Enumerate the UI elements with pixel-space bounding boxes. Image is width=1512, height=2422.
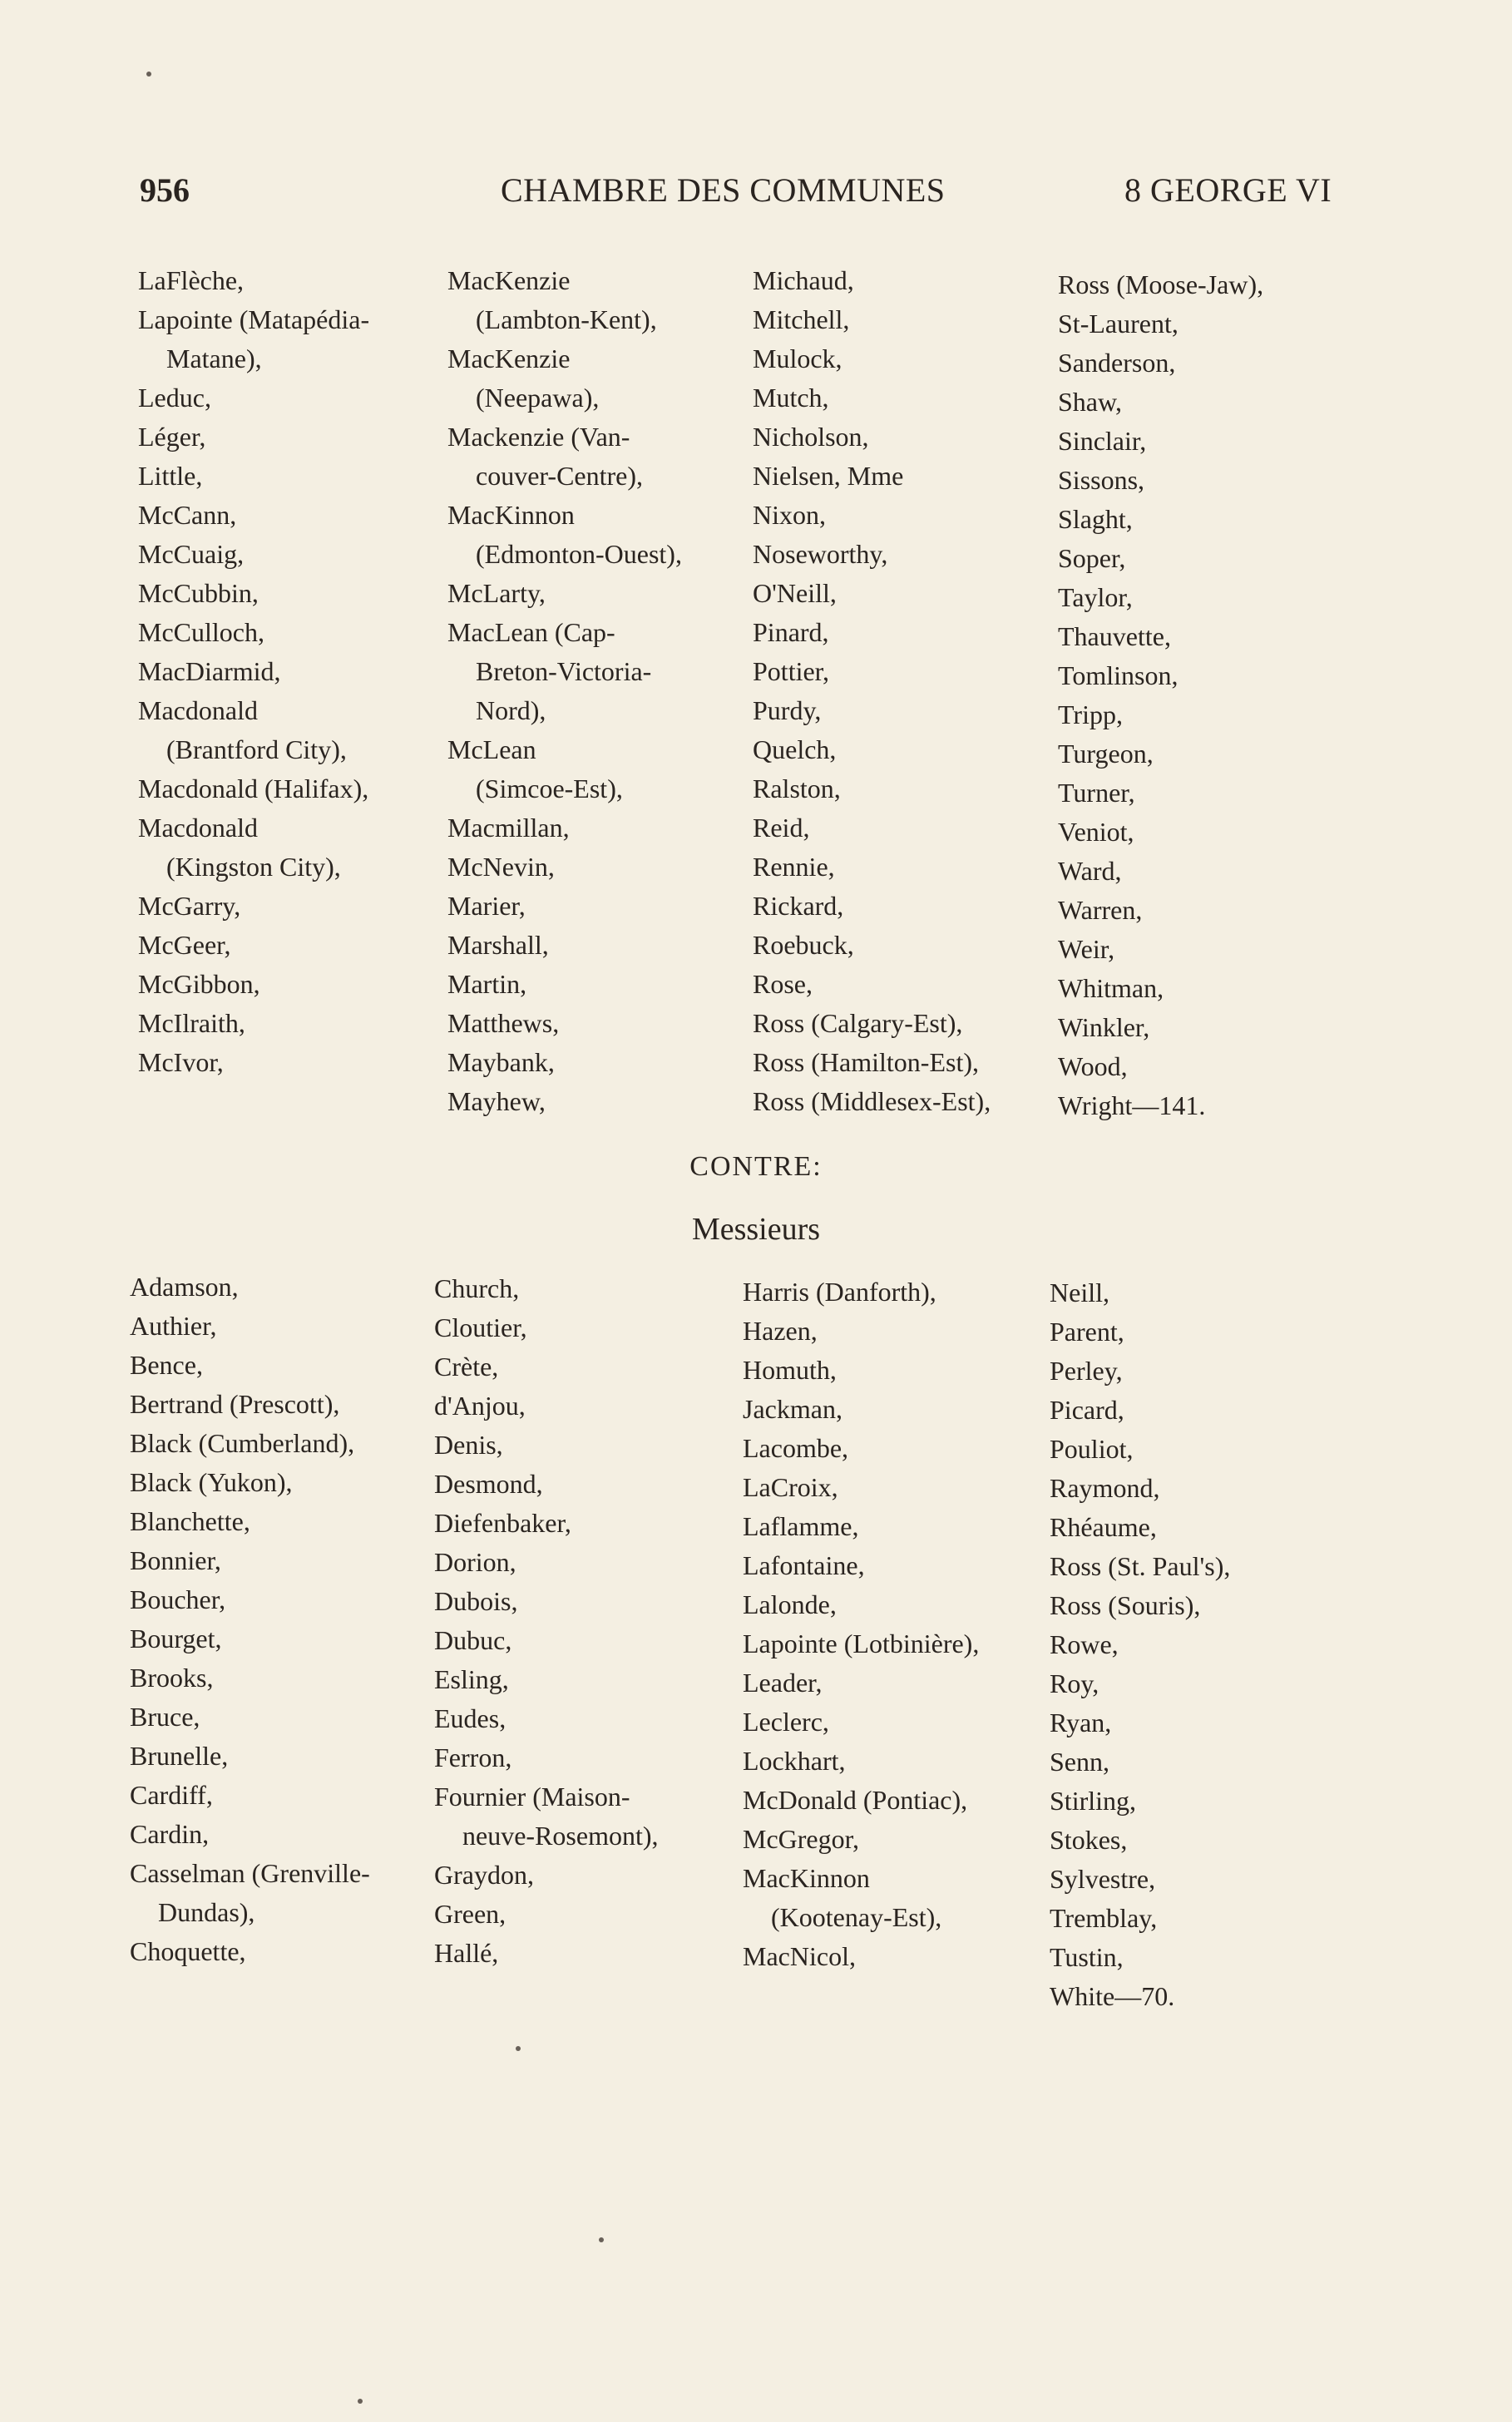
member-entry: Boucher, xyxy=(130,1584,226,1614)
member-entry: Neill, xyxy=(1050,1278,1109,1307)
member-entry: McLean xyxy=(447,734,536,764)
member-entry: Lapointe (Matapédia- xyxy=(138,304,370,334)
member-entry: Brooks, xyxy=(130,1663,214,1693)
member-entry: MacKenzie xyxy=(447,265,571,295)
member-entry: McIvor, xyxy=(138,1047,224,1077)
member-entry: McCuaig, xyxy=(138,539,245,569)
member-entry: McCann, xyxy=(138,500,237,530)
member-entry: Dundas), xyxy=(158,1897,255,1927)
member-entry: Wright—141. xyxy=(1058,1090,1206,1120)
member-entry: Marshall, xyxy=(447,930,549,960)
member-entry: Pinard, xyxy=(753,617,829,647)
member-entry: Pottier, xyxy=(753,656,830,686)
page-header xyxy=(0,171,1512,220)
member-entry: Ross (St. Paul's), xyxy=(1050,1551,1231,1581)
print-speck xyxy=(146,72,151,77)
member-entry: Warren, xyxy=(1058,895,1143,925)
member-entry: Léger, xyxy=(138,422,206,452)
pour-column-4 xyxy=(1058,265,1374,1125)
member-entry: Rickard, xyxy=(753,891,844,921)
member-entry: Ross (Souris), xyxy=(1050,1590,1201,1620)
pour-column-3 xyxy=(753,261,1069,1121)
member-entry: Rennie, xyxy=(753,852,835,882)
member-entry: Tremblay, xyxy=(1050,1903,1158,1933)
member-entry: Mayhew, xyxy=(447,1086,546,1116)
member-entry: Ross (Moose-Jaw), xyxy=(1058,269,1264,299)
member-entry: Ralston, xyxy=(753,774,841,803)
member-entry: Rhéaume, xyxy=(1050,1512,1157,1542)
member-entry: Hazen, xyxy=(743,1316,818,1346)
member-entry: Marier, xyxy=(447,891,526,921)
messieurs-subheading: Messieurs xyxy=(691,1212,821,1247)
member-entry: Black (Cumberland), xyxy=(130,1428,355,1458)
member-entry: Reid, xyxy=(753,813,810,843)
member-entry: Macdonald (Halifax), xyxy=(138,774,369,803)
member-entry: Church, xyxy=(434,1273,520,1303)
member-entry: (Simcoe-Est), xyxy=(476,774,623,803)
member-entry: Crète, xyxy=(434,1352,499,1382)
pour-column-2 xyxy=(447,261,763,1121)
member-entry: McGregor, xyxy=(743,1824,859,1854)
print-speck xyxy=(599,2237,604,2242)
member-entry: Diefenbaker, xyxy=(434,1508,571,1538)
reign-label: 8 GEORGE VI xyxy=(1124,171,1332,209)
member-entry: Tustin, xyxy=(1050,1942,1124,1972)
member-entry: neuve-Rosemont), xyxy=(462,1821,659,1851)
member-entry: Roy, xyxy=(1050,1668,1099,1698)
member-entry: Harris (Danforth), xyxy=(743,1277,936,1307)
member-entry: Quelch, xyxy=(753,734,837,764)
member-entry: Nord), xyxy=(476,695,546,725)
member-entry: Leduc, xyxy=(138,383,211,413)
member-entry: Eudes, xyxy=(434,1703,506,1733)
member-entry: Ross (Hamilton-Est), xyxy=(753,1047,979,1077)
member-entry: Rowe, xyxy=(1050,1629,1119,1659)
member-entry: Ross (Calgary-Est), xyxy=(753,1008,963,1038)
member-entry: Choquette, xyxy=(130,1936,246,1966)
member-entry: LaCroix, xyxy=(743,1472,838,1502)
member-entry: d'Anjou, xyxy=(434,1391,526,1421)
member-entry: Taylor, xyxy=(1058,582,1133,612)
member-entry: Laflamme, xyxy=(743,1511,859,1541)
member-entry: Weir, xyxy=(1058,934,1115,964)
member-entry: Senn, xyxy=(1050,1747,1109,1777)
member-entry: McGeer, xyxy=(138,930,231,960)
member-entry: (Kingston City), xyxy=(166,852,341,882)
member-entry: Stirling, xyxy=(1050,1786,1137,1816)
member-entry: Purdy, xyxy=(753,695,822,725)
member-entry: Bonnier, xyxy=(130,1545,221,1575)
member-entry: McIlraith, xyxy=(138,1008,245,1038)
member-entry: Tomlinson, xyxy=(1058,660,1178,690)
member-entry: Bertrand (Prescott), xyxy=(130,1389,340,1419)
pour-column-1 xyxy=(138,261,454,1082)
member-entry: Lalonde, xyxy=(743,1589,837,1619)
member-entry: Sissons, xyxy=(1058,465,1145,495)
member-entry: Nixon, xyxy=(753,500,826,530)
page-number: 956 xyxy=(140,171,190,209)
member-entry: Turner, xyxy=(1058,778,1135,808)
member-entry: Little, xyxy=(138,461,203,491)
print-speck xyxy=(358,2399,363,2404)
member-entry: (Brantford City), xyxy=(166,734,347,764)
member-entry: Sanderson, xyxy=(1058,348,1176,378)
member-entry: Perley, xyxy=(1050,1356,1123,1386)
member-entry: McDonald (Pontiac), xyxy=(743,1785,968,1815)
member-entry: Esling, xyxy=(434,1664,509,1694)
member-entry: MacDiarmid, xyxy=(138,656,281,686)
member-entry: Veniot, xyxy=(1058,817,1134,847)
member-entry: Graydon, xyxy=(434,1860,534,1890)
member-entry: Soper, xyxy=(1058,543,1126,573)
member-entry: Sylvestre, xyxy=(1050,1864,1156,1894)
member-entry: Shaw, xyxy=(1058,387,1123,417)
member-entry: Cloutier, xyxy=(434,1312,527,1342)
member-entry: Hallé, xyxy=(434,1938,499,1968)
member-entry: (Neepawa), xyxy=(476,383,600,413)
member-entry: McLarty, xyxy=(447,578,546,608)
member-entry: Matthews, xyxy=(447,1008,560,1038)
member-entry: Denis, xyxy=(434,1430,503,1460)
member-entry: Winkler, xyxy=(1058,1012,1150,1042)
member-entry: MacLean (Cap- xyxy=(447,617,615,647)
member-entry: Black (Yukon), xyxy=(130,1467,293,1497)
member-entry: couver-Centre), xyxy=(476,461,644,491)
member-entry: Thauvette, xyxy=(1058,621,1171,651)
member-entry: MacNicol, xyxy=(743,1941,856,1971)
member-entry: Mitchell, xyxy=(753,304,850,334)
member-entry: Dubuc, xyxy=(434,1625,512,1655)
member-entry: Bence, xyxy=(130,1350,203,1380)
member-entry: Leader, xyxy=(743,1668,823,1698)
member-entry: Adamson, xyxy=(130,1272,239,1302)
member-entry: Lockhart, xyxy=(743,1746,846,1776)
contre-column-3 xyxy=(743,1273,1059,1976)
member-entry: Authier, xyxy=(130,1311,217,1341)
member-entry: Blanchette, xyxy=(130,1506,250,1536)
member-entry: LaFlèche, xyxy=(138,265,245,295)
member-entry: Roebuck, xyxy=(753,930,854,960)
member-entry: MacKinnon xyxy=(743,1863,870,1893)
member-entry: Casselman (Grenville- xyxy=(130,1858,370,1888)
member-entry: Leclerc, xyxy=(743,1707,829,1737)
member-entry: Picard, xyxy=(1050,1395,1124,1425)
member-entry: Dubois, xyxy=(434,1586,518,1616)
member-entry: Raymond, xyxy=(1050,1473,1160,1503)
member-entry: Jackman, xyxy=(743,1394,842,1424)
member-entry: Slaght, xyxy=(1058,504,1133,534)
member-entry: St-Laurent, xyxy=(1058,309,1178,339)
member-entry: McGibbon, xyxy=(138,969,260,999)
member-entry: Mulock, xyxy=(753,344,842,373)
member-entry: Pouliot, xyxy=(1050,1434,1134,1464)
member-entry: Desmond, xyxy=(434,1469,543,1499)
member-entry: Ferron, xyxy=(434,1742,512,1772)
member-entry: Homuth, xyxy=(743,1355,837,1385)
member-entry: Cardin, xyxy=(130,1819,210,1849)
member-entry: Nicholson, xyxy=(753,422,869,452)
member-entry: Brunelle, xyxy=(130,1741,229,1771)
member-entry: Mutch, xyxy=(753,383,829,413)
member-entry: Parent, xyxy=(1050,1317,1124,1347)
member-entry: Noseworthy, xyxy=(753,539,888,569)
member-entry: MacKenzie xyxy=(447,344,571,373)
member-entry: Lafontaine, xyxy=(743,1550,865,1580)
page-title: CHAMBRE DES COMMUNES xyxy=(501,171,946,209)
member-entry: Whitman, xyxy=(1058,973,1164,1003)
member-entry: Bourget, xyxy=(130,1624,222,1653)
member-entry: Cardiff, xyxy=(130,1780,213,1810)
member-entry: Tripp, xyxy=(1058,699,1123,729)
member-entry: Macdonald xyxy=(138,813,258,843)
member-entry: Lacombe, xyxy=(743,1433,849,1463)
member-entry: McCubbin, xyxy=(138,578,259,608)
member-entry: McNevin, xyxy=(447,852,555,882)
print-speck xyxy=(516,2046,521,2051)
member-entry: Stokes, xyxy=(1050,1825,1128,1855)
member-entry: Nielsen, Mme xyxy=(753,461,904,491)
contre-heading: CONTRE: xyxy=(689,1151,823,1182)
member-entry: Fournier (Maison- xyxy=(434,1782,630,1812)
member-entry: (Edmonton-Ouest), xyxy=(476,539,682,569)
contre-column-1 xyxy=(130,1268,446,1971)
member-entry: Sinclair, xyxy=(1058,426,1147,456)
member-entry: Ryan, xyxy=(1050,1708,1112,1737)
member-entry: Martin, xyxy=(447,969,527,999)
member-entry: McGarry, xyxy=(138,891,241,921)
member-entry: Mackenzie (Van- xyxy=(447,422,630,452)
member-entry: Ross (Middlesex-Est), xyxy=(753,1086,991,1116)
member-entry: Maybank, xyxy=(447,1047,555,1077)
member-entry: (Lambton-Kent), xyxy=(476,304,657,334)
member-entry: Macdonald xyxy=(138,695,258,725)
member-entry: MacKinnon xyxy=(447,500,575,530)
member-entry: Bruce, xyxy=(130,1702,200,1732)
member-entry: Lapointe (Lotbinière), xyxy=(743,1629,980,1658)
member-entry: Wood, xyxy=(1058,1051,1128,1081)
member-entry: Matane), xyxy=(166,344,262,373)
member-entry: McCulloch, xyxy=(138,617,264,647)
member-entry: Green, xyxy=(434,1899,506,1929)
member-entry: O'Neill, xyxy=(753,578,837,608)
member-entry: Ward, xyxy=(1058,856,1122,886)
member-entry: Dorion, xyxy=(434,1547,516,1577)
member-entry: (Kootenay-Est), xyxy=(771,1902,942,1932)
member-entry: Macmillan, xyxy=(447,813,570,843)
member-entry: Turgeon, xyxy=(1058,739,1154,769)
member-entry: Breton-Victoria- xyxy=(476,656,652,686)
member-entry: Michaud, xyxy=(753,265,854,295)
member-entry: White—70. xyxy=(1050,1981,1175,2011)
contre-column-4 xyxy=(1050,1273,1366,2016)
member-entry: Rose, xyxy=(753,969,813,999)
contre-column-2 xyxy=(434,1269,750,1973)
